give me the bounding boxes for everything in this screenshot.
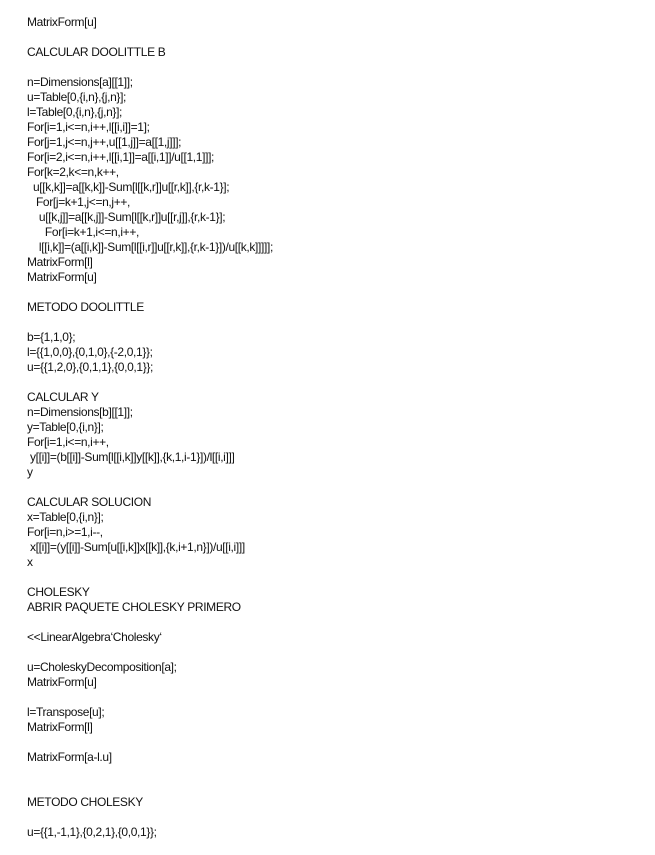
code-line: CALCULAR Y: [27, 390, 99, 404]
code-block: [27, 330, 645, 375]
code-line: ABRIR PAQUETE CHOLESKY PRIMERO: [27, 600, 241, 614]
code-line: For[i=1,i<=n,i++,l[[i,i]]=1];: [27, 120, 150, 134]
code-line: For[i=n,i>=1,i--,: [27, 525, 103, 539]
code-line: l=Table[0,{i,n},{j,n}];: [27, 105, 123, 119]
code-line: <<LinearAlgebra‘Cholesky‘: [27, 630, 162, 644]
code-block: [27, 390, 645, 480]
code-line: l[[i,k]]=(a[[i,k]]-Sum[l[[i,r]]u[[r,k]],{r,k-1}])/u[[k,k]]]]];: [27, 240, 273, 254]
code-line: For[j=k+1,j<=n,j++,: [27, 195, 131, 209]
code-block: [27, 15, 645, 30]
code-line: x: [27, 555, 33, 569]
code-line: MatrixForm[u]: [27, 270, 97, 284]
code-line: b={1,1,0};: [27, 330, 76, 344]
code-line: l={{1,0,0},{0,1,0},{-2,0,1}};: [27, 345, 153, 359]
code-line: n=Dimensions[a][[1]];: [27, 75, 133, 89]
code-line: MatrixForm[u]: [27, 15, 97, 29]
code-block: [27, 630, 645, 645]
code-line: METODO CHOLESKY: [27, 795, 143, 809]
code-line: u=CholeskyDecomposition[a];: [27, 660, 177, 674]
code-line: For[i=2,i<=n,i++,l[[i,1]]=a[[i,1]]/u[[1,1]]];: [27, 150, 215, 164]
code-line: y: [27, 465, 33, 479]
code-line: u={{1,2,0},{0,1,1},{0,0,1}};: [27, 360, 154, 374]
code-line: For[i=k+1,i<=n,i++,: [27, 225, 139, 239]
code-line: For[i=1,i<=n,i++,: [27, 435, 109, 449]
code-line: l=Transpose[u];: [27, 705, 105, 719]
code-line: MatrixForm[a-l.u]: [27, 750, 112, 764]
code-block: [27, 585, 645, 615]
code-line: y[[i]]=(b[[i]]-Sum[l[[i,k]]y[[k]],{k,1,i-1}])/l[[i,i]]]: [27, 450, 235, 464]
code-block: [27, 300, 645, 315]
code-line: y=Table[0,{i,n}];: [27, 420, 104, 434]
document-page: [27, 15, 645, 855]
code-line: MatrixForm[l]: [27, 720, 93, 734]
code-line: u[[k,j]]=a[[k,j]]-Sum[l[[k,r]]u[[r,j]],{r,k-1}];: [27, 210, 226, 224]
code-block: [27, 705, 645, 735]
code-line: MatrixForm[l]: [27, 255, 93, 269]
code-line: CHOLESKY: [27, 585, 90, 599]
code-block: [27, 750, 645, 765]
code-block: [27, 495, 645, 570]
code-line: For[j=1,j<=n,j++,u[[1,j]]=a[[1,j]]];: [27, 135, 182, 149]
code-block: [27, 795, 645, 810]
code-line: n=Dimensions[b][[1]];: [27, 405, 133, 419]
code-line: MatrixForm[u]: [27, 675, 97, 689]
code-line: CALCULAR DOOLITTLE B: [27, 45, 166, 59]
code-line: x[[i]]=(y[[i]]-Sum[u[[i,k]]x[[k]],{k,i+1,n}])/u[[i,i]]]: [27, 540, 245, 554]
code-block: [27, 45, 645, 60]
code-line: METODO DOOLITTLE: [27, 300, 144, 314]
code-line: CALCULAR SOLUCION: [27, 495, 152, 509]
code-block: [27, 75, 645, 285]
code-line: x=Table[0,{i,n}];: [27, 510, 104, 524]
code-block: [27, 660, 645, 690]
code-line: u[[k,k]]=a[[k,k]]-Sum[l[[k,r]]u[[r,k]],{r,k-1}];: [27, 180, 230, 194]
code-line: u={{1,-1,1},{0,2,1},{0,0,1}};: [27, 825, 157, 839]
code-line: For[k=2,k<=n,k++,: [27, 165, 119, 179]
code-line: u=Table[0,{i,n},{j,n}];: [27, 90, 127, 104]
code-block: [27, 825, 645, 840]
